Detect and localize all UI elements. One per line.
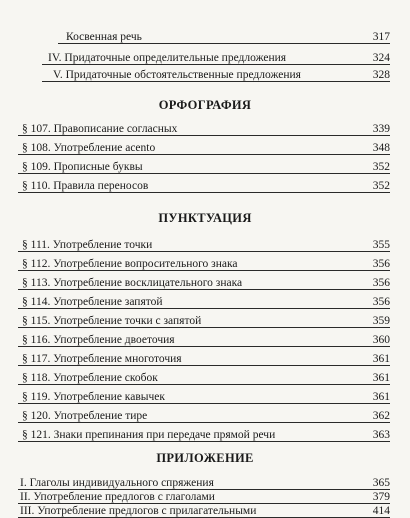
toc-page-number: 356 (372, 296, 390, 308)
toc-row (18, 384, 390, 404)
toc-entry-label: § 113. Употребление восклицательного знака (22, 277, 243, 289)
toc-row (18, 251, 390, 271)
toc-page-number: 362 (372, 410, 390, 422)
toc-page-number: 414 (372, 505, 390, 517)
toc-entry-label: § 121. Знаки препинания при передаче прямой речи (22, 429, 276, 441)
toc-entry-label: § 109. Прописные буквы (22, 161, 143, 173)
toc-row (18, 135, 390, 155)
toc-entry-label: § 110. Правила переносов (22, 180, 149, 192)
toc-entry-label: § 115. Употребление точки с запятой (22, 315, 202, 327)
toc-entry-label: I. Глаголы индивидуального спряжения (20, 477, 214, 489)
toc-entry-label: II. Употребление предлогов с глаголами (20, 491, 215, 503)
section-heading-punctuation: ПУНКТУАЦИЯ (158, 211, 252, 225)
toc-entry-label: § 119. Употребление кавычек (22, 391, 165, 403)
toc-entry-label: § 108. Употребление acento (22, 142, 156, 154)
toc-row (18, 308, 390, 328)
toc-row (18, 232, 390, 252)
toc-entry-label: § 114. Употребление запятой (22, 296, 163, 308)
toc-page-number: 365 (372, 477, 390, 489)
toc-entry-label: V. Придаточные обстоятельственные предложения (53, 69, 301, 81)
toc-row (18, 173, 390, 193)
toc-page-number: 352 (372, 180, 390, 192)
toc-page-number: 317 (372, 31, 390, 43)
toc-entry-label: III. Употребление предлогов с прилагательными (20, 505, 257, 517)
toc-page-number: 356 (372, 258, 390, 270)
toc-row (42, 62, 390, 82)
toc-page-number: 360 (372, 334, 390, 346)
toc-page-number: 379 (372, 491, 390, 503)
toc-entry-label: § 107. Правописание согласных (22, 123, 178, 135)
toc-page-number: 355 (372, 239, 390, 251)
toc-page-number: 348 (372, 142, 390, 154)
toc-row (18, 154, 390, 174)
toc-page-number: 361 (372, 391, 390, 403)
toc-row (18, 346, 390, 366)
toc-row (18, 116, 390, 136)
toc-row (18, 422, 390, 442)
toc-row (18, 289, 390, 309)
toc-entry-label: § 117. Употребление многоточия (22, 353, 182, 365)
toc-page-number: 359 (372, 315, 390, 327)
section-heading-orthography: ОРФОГРАФИЯ (158, 98, 252, 112)
toc-entry-label: § 112. Употребление вопросительного знака (22, 258, 238, 270)
toc-page-number: 361 (372, 372, 390, 384)
toc-row (18, 327, 390, 347)
toc-row (58, 24, 390, 44)
toc-entry-label: § 120. Употребление тире (22, 410, 148, 422)
toc-page-number: 324 (372, 52, 390, 64)
toc-page-number: 361 (372, 353, 390, 365)
toc-page-number: 352 (372, 161, 390, 173)
toc-page-number: 363 (372, 429, 390, 441)
toc-page-number: 339 (372, 123, 390, 135)
toc-entry-label: § 116. Употребление двоеточия (22, 334, 175, 346)
toc-entry-label: IV. Придаточные определительные предложения (48, 52, 287, 64)
toc-row (18, 498, 390, 518)
toc-entry-label: § 111. Употребление точки (22, 239, 153, 251)
toc-row (18, 270, 390, 290)
section-heading-appendix: ПРИЛОЖЕНИЕ (156, 451, 254, 465)
toc-entry-label: Косвенная речь (66, 31, 142, 43)
toc-entry-label: § 118. Употребление скобок (22, 372, 158, 384)
toc-page-number: 356 (372, 277, 390, 289)
toc-page-number: 328 (372, 69, 390, 81)
toc-row (18, 365, 390, 385)
toc-row (18, 403, 390, 423)
